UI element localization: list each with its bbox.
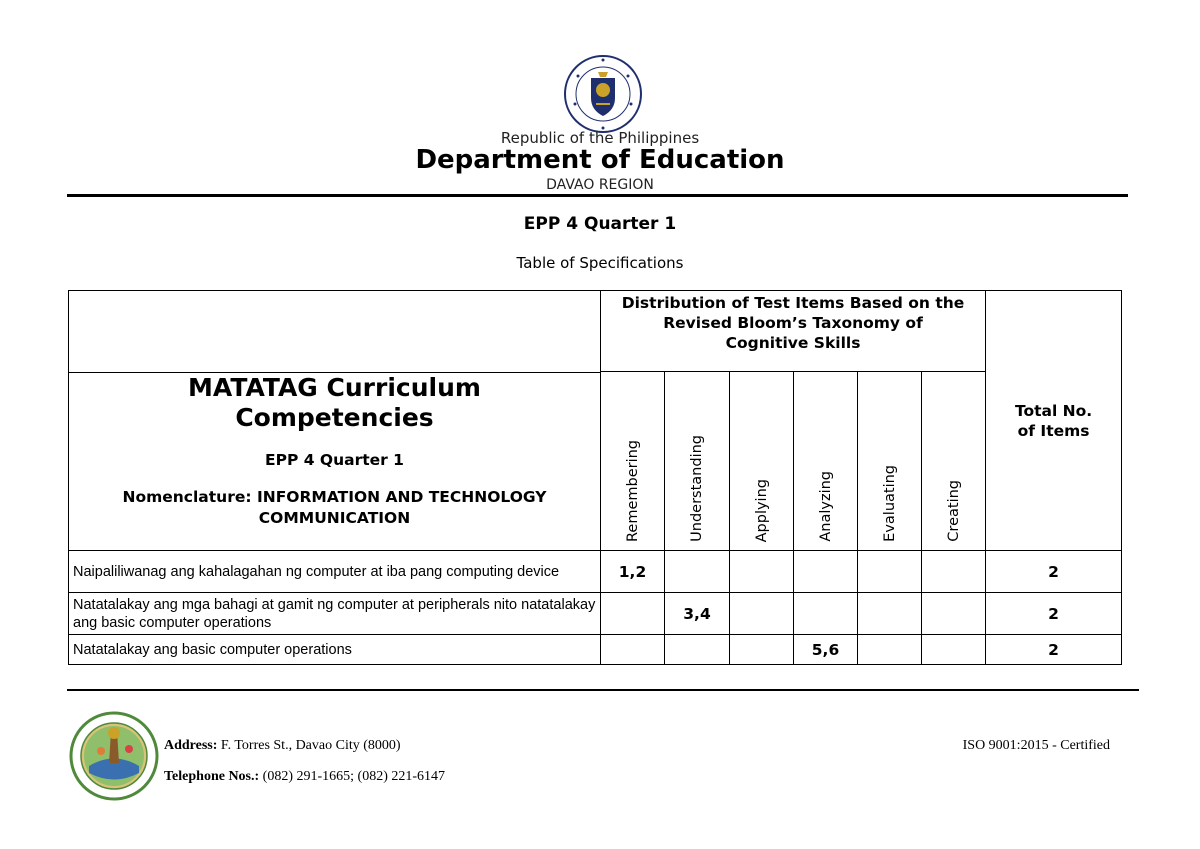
region-label: DAVAO REGION bbox=[546, 177, 654, 193]
competency-header bbox=[69, 372, 600, 543]
total-header bbox=[986, 291, 1122, 551]
address-value: F. Torres St., Davao City (8000) bbox=[220, 738, 401, 753]
competency-title: MATATAG Curriculum Competencies bbox=[188, 373, 481, 432]
document-title: EPP 4 Quarter 1 bbox=[523, 214, 677, 234]
level-understanding bbox=[665, 372, 730, 551]
table-cell: 1,2 bbox=[601, 551, 665, 593]
level-label: Analyzing bbox=[817, 471, 834, 542]
level-applying bbox=[730, 372, 794, 551]
table-row-competency: Natatalakay ang basic computer operations bbox=[69, 635, 601, 665]
table-cell bbox=[665, 551, 730, 593]
table-cell bbox=[858, 635, 922, 665]
competency-nomenclature: Nomenclature: INFORMATION AND TECHNOLOGY COMMUNICATION bbox=[122, 488, 547, 527]
header-divider bbox=[67, 194, 1128, 197]
table-cell bbox=[601, 593, 665, 635]
table-cell bbox=[730, 635, 794, 665]
competency-subtitle: EPP 4 Quarter 1 bbox=[265, 451, 404, 469]
total-header-label: Total No. of Items bbox=[1014, 401, 1093, 440]
level-label: Understanding bbox=[689, 435, 705, 542]
department-title: Department of Education bbox=[415, 145, 785, 175]
deped-seal bbox=[563, 54, 643, 134]
level-label: Creating bbox=[945, 480, 962, 542]
table-cell bbox=[858, 593, 922, 635]
table-cell-total: 2 bbox=[986, 635, 1122, 665]
republic-label: Republic of the Philippines bbox=[500, 129, 700, 147]
table-cell: 3,4 bbox=[665, 593, 730, 635]
table-cell bbox=[922, 551, 986, 593]
level-remembering bbox=[601, 372, 665, 551]
table-row-competency: Naipaliliwanag ang kahalagahan ng computer at iba pang computing device bbox=[69, 551, 601, 593]
telephone-line bbox=[164, 769, 445, 785]
table-cell bbox=[665, 635, 730, 665]
table-cell bbox=[922, 593, 986, 635]
address-line bbox=[164, 738, 401, 754]
distribution-header-line1: Distribution of Test Items Based on the bbox=[621, 294, 965, 312]
telephone-label: Telephone Nos.: bbox=[164, 769, 260, 784]
table-cell bbox=[922, 635, 986, 665]
distribution-header-line2: Revised Bloom’s Taxonomy of Cognitive Skills bbox=[663, 314, 923, 352]
level-label: Remembering bbox=[624, 439, 641, 542]
document-subtitle: Table of Specifications bbox=[516, 254, 684, 272]
telephone-value: (082) 291-1665; (082) 221-6147 bbox=[262, 769, 446, 784]
iso-certification: ISO 9001:2015 - Certified bbox=[962, 738, 1110, 753]
distribution-header bbox=[601, 291, 986, 372]
address-label: Address: bbox=[164, 738, 218, 753]
table-cell bbox=[858, 551, 922, 593]
level-creating bbox=[922, 372, 986, 551]
table-cell bbox=[794, 551, 858, 593]
table-cell bbox=[730, 593, 794, 635]
regional-seal bbox=[69, 711, 159, 801]
table-cell-total: 2 bbox=[986, 551, 1122, 593]
table-cell-total: 2 bbox=[986, 593, 1122, 635]
table-cell bbox=[601, 635, 665, 665]
table-row-competency: Natatalakay ang mga bahagi at gamit ng computer at peripherals nito natatalakay ang basic computer operations bbox=[69, 593, 601, 635]
table-cell bbox=[794, 593, 858, 635]
level-label: Evaluating bbox=[881, 465, 898, 542]
level-evaluating bbox=[858, 372, 922, 551]
level-label: Applying bbox=[753, 478, 770, 542]
footer-divider bbox=[67, 689, 1139, 691]
table-cell bbox=[730, 551, 794, 593]
level-analyzing bbox=[794, 372, 858, 551]
table-cell: 5,6 bbox=[794, 635, 858, 665]
